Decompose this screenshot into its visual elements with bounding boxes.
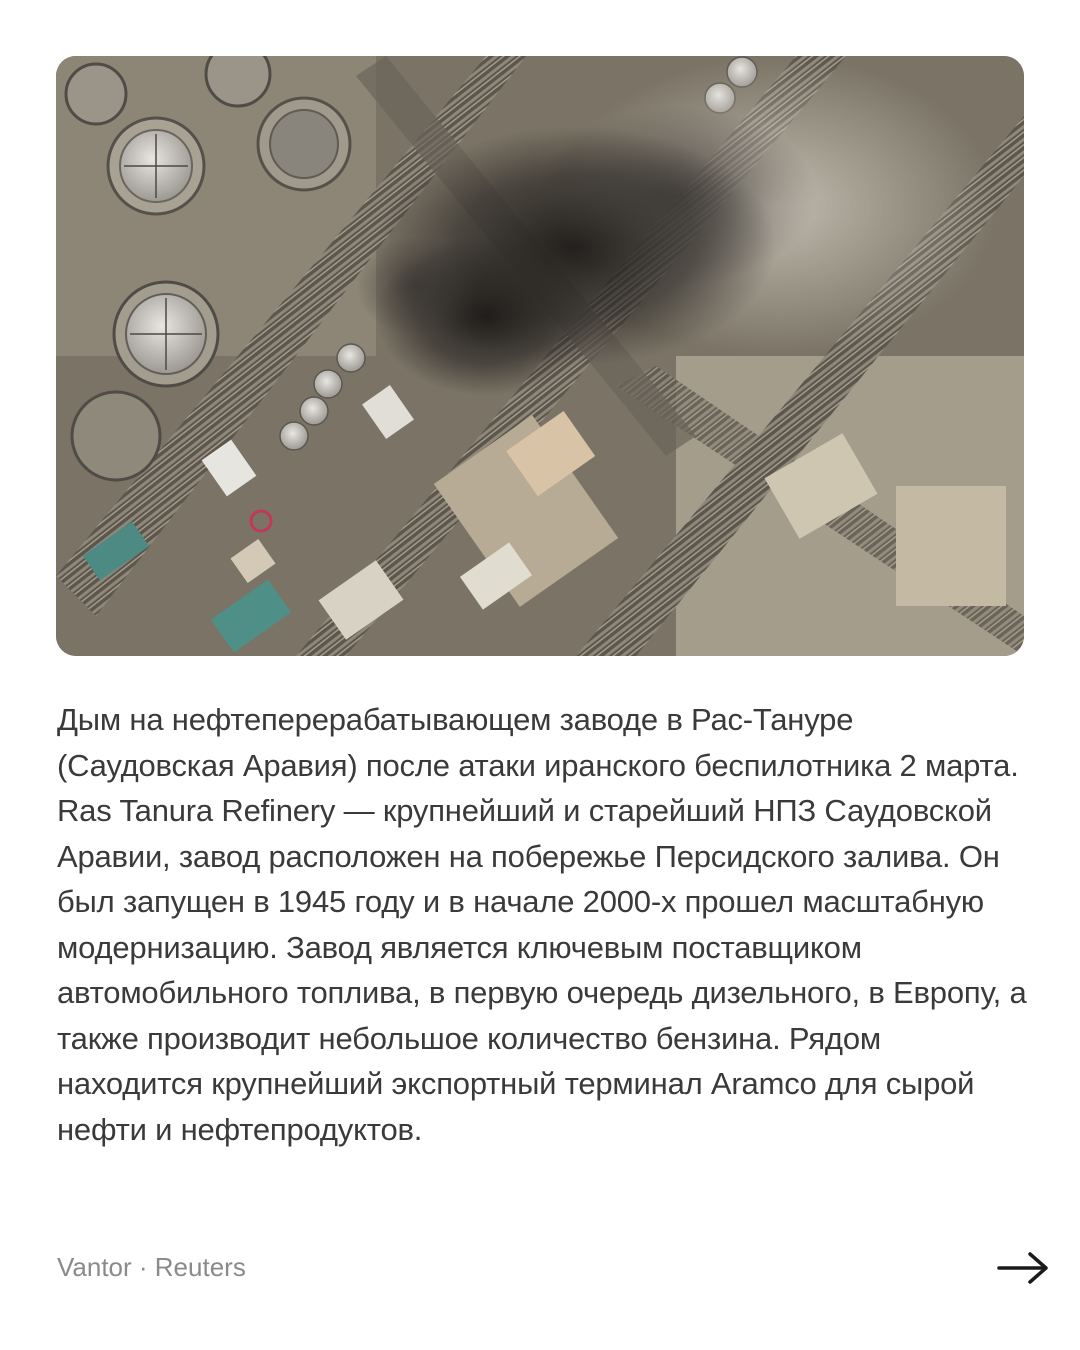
photo-caption: Дым на нефтеперерабатывающем заводе в Рас-Тануре (Саудовская Аравия) после атаки иранского беспилотника 2 марта. Ras Tanura Refinery — крупнейший и старейший НПЗ Саудовской Аравии, завод расположен на побережье Персидского залива. Он был запущен в 1945 году и в начале 2000-х прошел масштабную модернизацию. Завод является ключевым поставщиком автомобильного топлива, в первую очередь дизельного, в Европу, а также производит небольшое количество бензина. Рядом находится крупнейший экспортный терминал Aramco для сырой нефти и нефтепродуктов.	[57, 702, 1027, 1147]
photo-credit: Vantor · Reuters	[57, 1252, 246, 1282]
arrow-right-icon[interactable]	[996, 1251, 1050, 1285]
satellite-photo	[56, 56, 1024, 656]
